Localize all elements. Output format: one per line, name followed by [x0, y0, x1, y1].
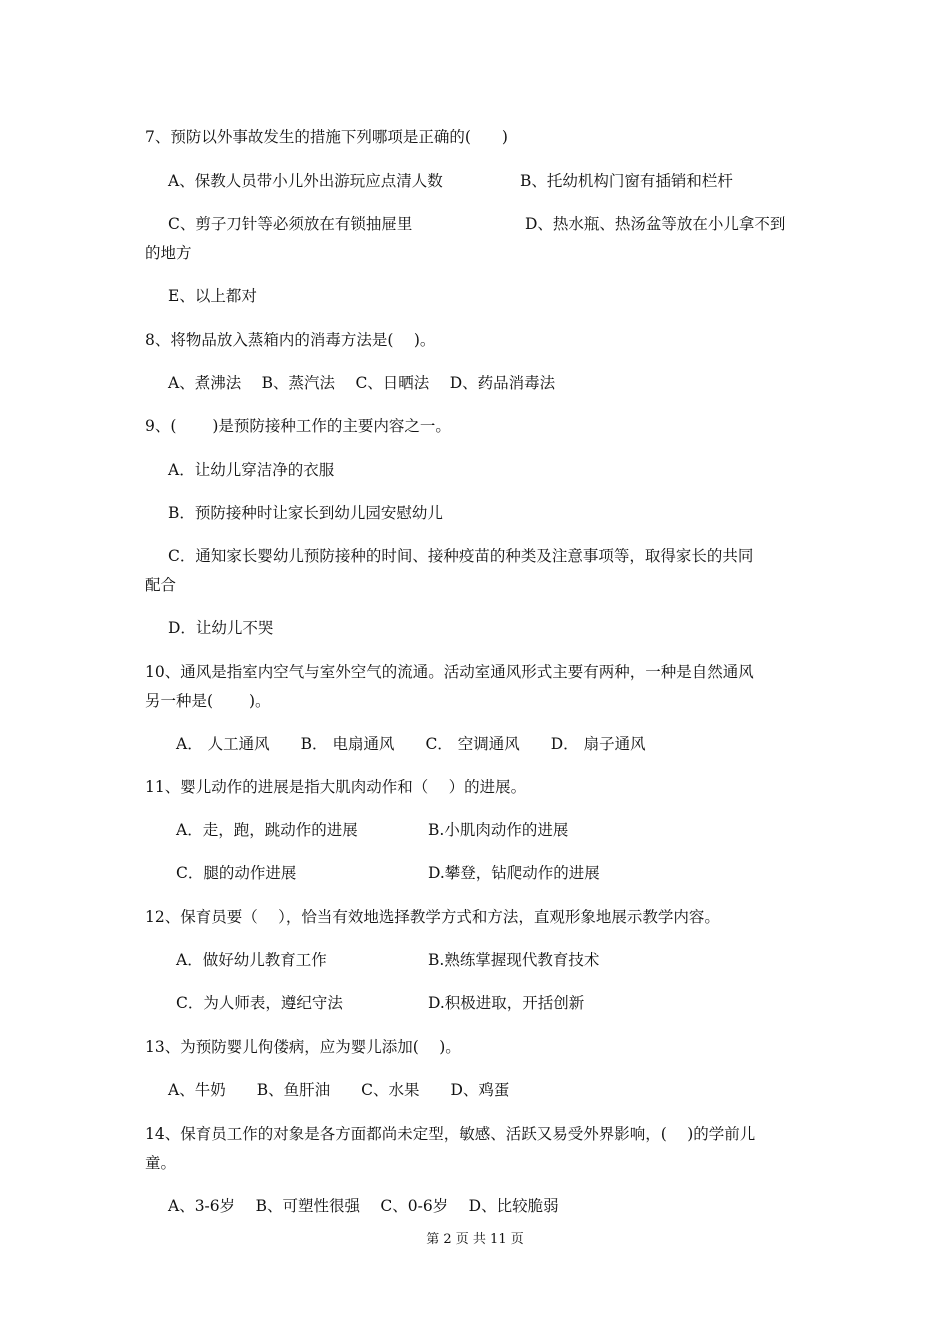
q9-option-a: A．让幼儿穿洁净的衣服: [168, 461, 335, 479]
q14-stem: 14、保育员工作的对象是各方面都尚未定型，敏感、活跃又易受外界影响，( )的学前儿: [145, 1125, 756, 1143]
q7-option-d-continued: 的地方: [145, 244, 192, 262]
q11-stem: 11、婴儿动作的进展是指大肌肉动作和（ ）的进展。: [145, 778, 527, 796]
q9-option-d: D．让幼儿不哭: [168, 619, 274, 637]
q12-option-b: B.熟练掌握现代教育技术: [428, 951, 600, 969]
q7-option-b: B、托幼机构门窗有插销和栏杆: [520, 172, 733, 190]
q9-option-c-continued: 配合: [145, 576, 177, 594]
q7-option-c: C、剪子刀针等必须放在有锁抽屉里: [168, 215, 413, 233]
q11-option-d: D.攀登，钻爬动作的进展: [428, 864, 600, 882]
q8-options: A、煮沸法 B、蒸汽法 C、日晒法 D、药品消毒法: [168, 374, 556, 392]
q7-option-a: A、保教人员带小儿外出游玩应点清人数: [168, 172, 443, 190]
q11-option-b: B.小肌肉动作的进展: [428, 821, 569, 839]
q9-option-c: C．通知家长婴幼儿预防接种的时间、接种疫苗的种类及注意事项等，取得家长的共同: [168, 547, 754, 565]
q14-options: A、3-6岁 B、可塑性很强 C、0-6岁 D、比较脆弱: [168, 1197, 559, 1215]
q7-option-d: D、热水瓶、热汤盆等放在小儿拿不到: [525, 215, 786, 233]
q13-stem: 13、为预防婴儿佝偻病，应为婴儿添加( )。: [145, 1038, 461, 1056]
q11-option-a: A．走，跑，跳动作的进展: [176, 821, 358, 839]
q14-stem-continued: 童。: [145, 1154, 177, 1172]
page-footer: 第 2 页 共 11 页: [426, 1232, 524, 1247]
q7-option-e: E、以上都对: [168, 287, 257, 305]
q9-option-b: B．预防接种时让家长到幼儿园安慰幼儿: [168, 504, 443, 522]
q10-stem: 10、通风是指室内空气与室外空气的流通。活动室通风形式主要有两种，一种是自然通风: [145, 663, 754, 681]
q12-option-d: D.积极进取，开括创新: [428, 994, 585, 1012]
q9-stem: 9、( )是预防接种工作的主要内容之一。: [145, 417, 451, 435]
q12-option-c: C．为人师表，遵纪守法: [176, 994, 343, 1012]
q7-stem: 7、预防以外事故发生的措施下列哪项是正确的( ): [145, 128, 508, 146]
q12-option-a: A．做好幼儿教育工作: [176, 951, 327, 969]
q13-options: A、牛奶 B、鱼肝油 C、水果 D、鸡蛋: [168, 1081, 510, 1099]
q10-options: A． 人工通风 B． 电扇通风 C． 空调通风 D． 扇子通风: [176, 735, 646, 753]
q12-stem: 12、保育员要（ ），恰当有效地选择教学方式和方法，直观形象地展示教学内容。: [145, 908, 720, 926]
q11-option-c: C．腿的动作进展: [176, 864, 297, 882]
q10-stem-continued: 另一种是( )。: [145, 692, 271, 710]
q8-stem: 8、将物品放入蒸箱内的消毒方法是( )。: [145, 331, 436, 349]
